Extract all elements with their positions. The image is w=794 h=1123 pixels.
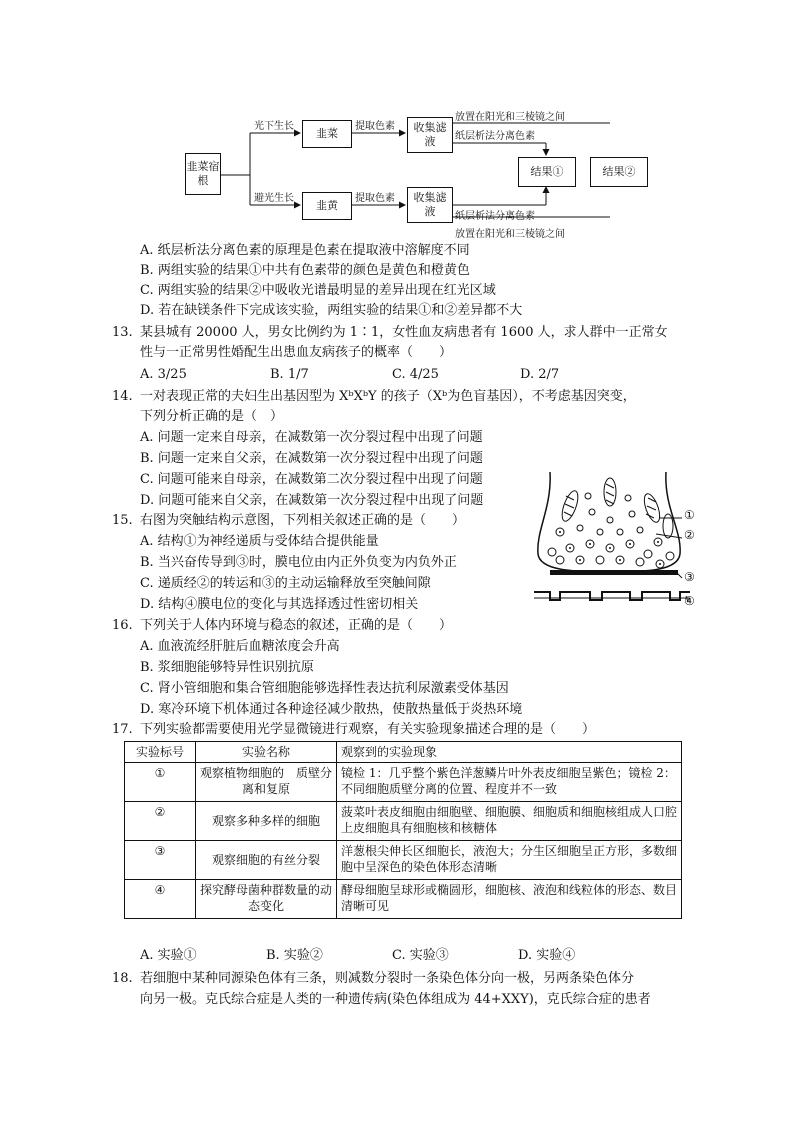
q16-line1: 下列关于人体内环境与稳态的叙述，正确的是（ ） [140,618,453,633]
collect-top-box: 收集滤液 [407,117,453,153]
q12-option-d: D. 若在缺镁条件下完成该实验，两组实验的结果①和②差异都不大 [140,303,523,318]
header-phenomenon: 观察到的实验现象 [337,742,682,763]
q12-option-a: A. 纸层析法分离色素的原理是色素在提取液中溶解度不同 [140,243,470,258]
table-row [125,880,682,919]
row-name: 探究酵母菌种群数量的动态变化 [196,880,337,919]
q14-option-d: D. 问题可能来自父亲，在减数第一次分裂过程中出现了问题 [140,493,484,508]
row-id: ① [125,763,196,802]
experiment-table [124,741,682,919]
table-row [125,841,682,880]
row-id: ④ [125,880,196,919]
q13-line1: 某县城有 20000 人，男女比例约为 1∶1，女性血友病患者有 1600 人，求人群中一正常女 [140,325,668,340]
q16-option-a: A. 血液流经肝脏后血糖浓度会升高 [140,639,340,654]
q17-option-c: C. 实验③ [392,948,449,963]
table-row [125,763,682,802]
row-phenomenon: 镜检 1：几乎整个紫色洋葱鳞片叶外表皮细胞呈紫色；镜检 2：不同细胞质壁分离的位置、程度并不一致 [337,763,682,802]
q17-line1: 下列实验都需要使用光学显微镜进行观察，有关实验现象描述合理的是（ ） [140,722,596,737]
q18-line1: 若细胞中某种同源染色体有三条，则减数分裂时一条染色体分向一极，另两条染色体分 [140,971,635,986]
chrom-bottom-label: 纸层析法分离色素 [455,211,535,222]
q15-option-d: D. 结构④膜电位的变化与其选择透过性密切相关 [140,597,419,612]
q15-option-c: C. 递质经②的转运和③的主动运输释放至突触间隙 [140,576,431,591]
row-name: 观察细胞的有丝分裂 [196,841,337,880]
q16-number: 16. [112,618,133,633]
q15-option-b: B. 当兴奋传导到③时，膜电位由内正外负变为内负外正 [140,555,457,570]
q15-option-a: A. 结构①为神经递质与受体结合提供能量 [140,534,379,549]
synapse-label-1: ① [684,508,695,522]
q13-option-c: C. 4/25 [392,367,439,382]
q16-option-c: C. 肾小管细胞和集合管细胞能够选择性表达抗利尿激素受体基因 [140,681,509,696]
header-id: 实验标号 [125,742,196,763]
top-node-box: 韭菜 [302,120,352,148]
bottom-branch-label: 避光生长 [254,193,294,204]
place-top-label: 放置在阳光和三棱镜之间 [455,112,565,123]
table-header-row [125,742,682,763]
synapse-label-2: ② [684,528,695,542]
bottom-node-box: 韭黄 [302,192,352,220]
q14-option-a: A. 问题一定来自母亲，在减数第一次分裂过程中出现了问题 [140,430,483,445]
row-phenomenon: 菠菜叶表皮细胞由细胞壁、细胞膜、细胞质和细胞核组成人口腔上皮细胞具有细胞核和核糖体 [337,802,682,841]
row-name: 观察多种多样的细胞 [196,802,337,841]
chrom-top-label: 纸层析法分离色素 [455,131,535,142]
q17-option-b: B. 实验② [266,948,323,963]
q14-option-c: C. 问题可能来自母亲，在减数第二次分裂过程中出现了问题 [140,472,483,487]
q17-option-d: D. 实验④ [518,948,576,963]
pigment-experiment-flowchart [180,105,636,240]
q12-option-c: C. 两组实验的结果②中吸收光谱最明显的差异出现在红光区域 [140,283,496,298]
q14-line1: 一对表现正常的夫妇生出基因型为 XᵇXᵇY 的孩子（Xᵇ为色盲基因），不考虑基因突变， [140,389,636,404]
q14-option-b: B. 问题一定来自父亲，在减数第一次分裂过程中出现了问题 [140,451,483,466]
synapse-label-3: ③ [684,570,695,584]
collect-bottom-box: 收集滤液 [407,187,453,223]
q17-number: 17. [112,722,133,737]
table-row [125,802,682,841]
row-id: ② [125,802,196,841]
q18-line2: 向另一极。克氏综合症是人类的一种遗传病(染色体组成为 44+XXY)，克氏综合症的患者 [140,992,651,1007]
q14-line2: 下列分析正确的是（ ） [140,409,284,424]
q15-number: 15. [112,513,133,528]
q13-option-a: A. 3/25 [140,367,187,382]
synapse-diagram [530,468,700,613]
row-name: 观察植物细胞的 质壁分离和复原 [196,763,337,802]
extract-top-label: 提取色素 [355,121,395,132]
result2-box: 结果② [590,157,648,187]
q14-number: 14. [112,389,133,404]
synapse-drawing [530,468,700,613]
extract-bottom-label: 提取色素 [355,193,395,204]
q13-line2: 性与一正常男性婚配生出患血友病孩子的概率（ ） [140,345,453,360]
q18-number: 18. [112,971,133,986]
q16-option-d: D. 寒冷环境下机体通过各种途径减少散热，使散热量低于炎热环境 [140,702,523,717]
q13-option-d: D. 2/7 [520,367,560,382]
top-branch-label: 光下生长 [254,121,294,132]
root-box: 韭菜宿根 [185,153,221,195]
q13-option-b: B. 1/7 [270,367,309,382]
q17-option-a: A. 实验① [140,948,197,963]
row-id: ③ [125,841,196,880]
q16-option-b: B. 浆细胞能够特异性识别抗原 [140,660,314,675]
place-bottom-label: 放置在阳光和三棱镜之间 [455,229,565,240]
header-name: 实验名称 [196,742,337,763]
q13-number: 13. [112,325,133,340]
row-phenomenon: 酵母细胞呈球形或椭圆形，细胞核、液泡和线粒体的形态、数目清晰可见 [337,880,682,919]
q15-line1: 右图为突触结构示意图，下列相关叙述正确的是（ ） [140,513,466,528]
synapse-label-4: ④ [684,594,695,608]
result1-box: 结果① [518,157,576,187]
q12-option-b: B. 两组实验的结果①中共有色素带的颜色是黄色和橙黄色 [140,263,470,278]
row-phenomenon: 洋葱根尖伸长区细胞长，液泡大；分生区细胞呈正方形，多数细胞中呈深色的染色体形态清晰 [337,841,682,880]
